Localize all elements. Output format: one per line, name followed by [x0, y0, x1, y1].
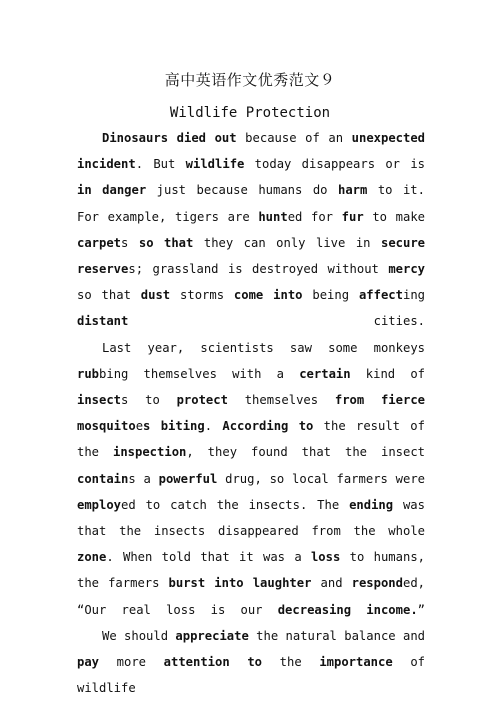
vocab-term: carpet: [77, 235, 122, 250]
paragraph-1: [77, 125, 425, 335]
text-run: today disappears or is: [244, 157, 426, 172]
text-run: bing themselves with a: [99, 366, 300, 381]
vocab-term: Dinosaurs: [102, 131, 169, 145]
vocab-term: secure: [380, 235, 426, 250]
page-title: 高中英语作文优秀范文９: [164, 71, 336, 89]
vocab-term: wildlife: [185, 157, 245, 172]
vocab-term: employ: [77, 497, 122, 512]
vocab-term: affect: [358, 288, 403, 303]
text-run: . But: [135, 157, 186, 172]
text-run: kind of: [350, 366, 426, 381]
text-run: . When told that it was a: [106, 550, 311, 565]
text-run: ing: [402, 288, 425, 303]
vocab-term: from fierce mosquito: [77, 393, 425, 434]
vocab-term: pay: [77, 655, 100, 670]
text-run: We should: [102, 628, 176, 643]
vocab-term: mercy: [388, 262, 425, 277]
text-run: cities.: [128, 314, 425, 329]
vocab-term: so that: [138, 235, 194, 250]
text-run: to it. For example, tigers are: [77, 183, 425, 224]
vocab-term: zone: [77, 550, 107, 565]
text-run: s to: [121, 393, 177, 408]
text-run: being: [302, 288, 359, 303]
vocab-term: harm: [337, 183, 368, 198]
text-run: the natural balance and: [248, 628, 425, 643]
vocab-term: reserve: [77, 262, 129, 277]
vocab-term: attention to: [163, 655, 263, 670]
vocab-term: protect: [176, 393, 228, 408]
text-run: s: [121, 235, 139, 250]
text-run: s; grassland is destroyed without: [128, 262, 389, 277]
text-run: , they found that the insect: [186, 445, 426, 460]
vocab-term: hunt: [258, 209, 288, 224]
vocab-term: insect: [77, 393, 122, 408]
vocab-term: loss: [310, 550, 341, 565]
text-run: Last year, scientists saw some monkeys: [102, 340, 425, 355]
vocab-term: appreciate: [175, 628, 249, 643]
text-run: [150, 419, 160, 433]
vocab-term: According to: [222, 419, 314, 434]
vocab-term: incident: [77, 157, 136, 172]
vocab-term: in danger: [77, 183, 147, 198]
text-run: to humans, the farmers: [77, 550, 425, 591]
text-run: just because humans do: [146, 183, 338, 198]
vocab-term: s: [143, 419, 151, 434]
text-run: [168, 131, 177, 145]
vocab-term: decreasing income.: [277, 602, 418, 617]
vocab-term: inspection: [113, 445, 187, 460]
vocab-term: distant: [77, 314, 129, 329]
essay-title: Wildlife Protection: [169, 105, 331, 121]
text-run: themselves: [227, 393, 335, 408]
vocab-term: powerful: [158, 471, 218, 486]
text-run: s a: [128, 471, 159, 486]
text-run: ”: [417, 602, 425, 617]
text-run: was that the insects disappeared from the whole: [77, 497, 425, 539]
text-run: more: [99, 655, 164, 670]
text-run: ed to catch the insects. The: [121, 497, 350, 512]
text-run: of wildlife: [77, 655, 426, 696]
text-run: so that: [77, 288, 141, 303]
vocab-term: burst into laughter: [168, 576, 312, 591]
paragraph-2: [77, 335, 425, 623]
text-run: e: [135, 419, 144, 434]
vocab-term: dust: [140, 288, 171, 303]
vocab-term: certain: [299, 366, 351, 381]
vocab-term: importance: [319, 655, 393, 670]
essay-body: [77, 125, 425, 701]
text-run: ed for: [287, 209, 342, 224]
vocab-term: ending: [349, 497, 394, 512]
text-run: .: [204, 419, 223, 434]
vocab-term: died out: [176, 131, 237, 145]
text-run: storms: [170, 288, 234, 303]
vocab-term: come into: [233, 288, 303, 303]
vocab-term: fur: [341, 209, 364, 224]
paragraph-3: [77, 623, 425, 702]
text-run: the result of the: [77, 419, 425, 460]
text-run: and: [311, 576, 352, 591]
text-run: the: [262, 655, 320, 670]
vocab-term: biting: [160, 419, 205, 434]
text-run: because of an: [236, 131, 352, 145]
vocab-term: rub: [77, 366, 100, 381]
vocab-term: unexpected: [351, 131, 426, 145]
text-run: to make: [363, 209, 425, 224]
text-run: ed, “Our real loss is our: [77, 576, 425, 617]
text-run: drug, so local farmers were: [217, 471, 425, 486]
text-run: they can only live in: [193, 235, 381, 250]
vocab-term: contain: [77, 471, 129, 486]
vocab-term: respond: [351, 576, 403, 591]
